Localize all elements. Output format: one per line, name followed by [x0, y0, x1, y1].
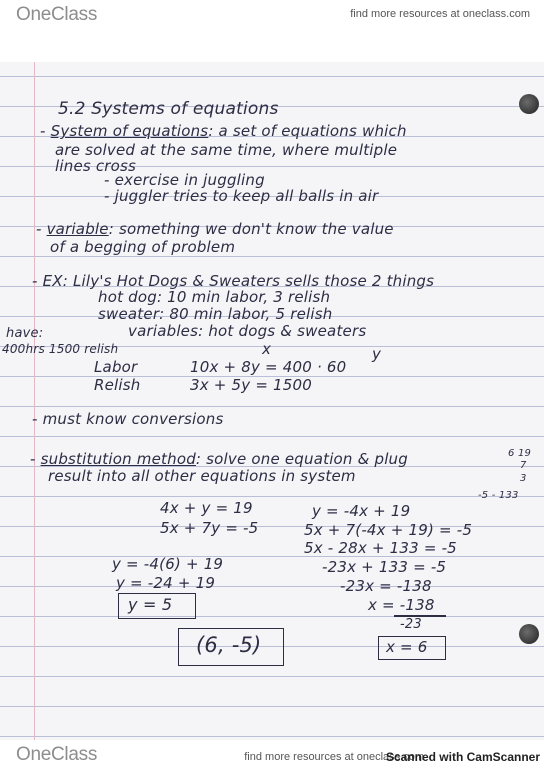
- top-banner: [0, 0, 544, 30]
- oneclass-logo-bottom[interactable]: [16, 744, 97, 766]
- step-6: x = -138: [368, 596, 435, 614]
- step-2: 5x + 7(-4x + 19) = -5: [304, 521, 473, 539]
- rule-line: [0, 586, 544, 587]
- system-eq-1: 4x + y = 19: [160, 499, 253, 517]
- rule-line: [0, 256, 544, 257]
- variables-line: variables: hot dogs & sweaters: [128, 322, 367, 340]
- variable-line-1: - variable: something we don't know the value: [36, 220, 394, 238]
- bottom-banner: [0, 742, 544, 770]
- side-note-4: -5 - 133: [478, 490, 519, 501]
- margin-line: [34, 62, 35, 740]
- rule-line: [0, 496, 544, 497]
- definition-term: System of equations: [50, 122, 209, 140]
- substitution-text: : solve one equation & plug: [195, 450, 408, 468]
- binder-hole: [519, 94, 539, 114]
- side-note-1: 6 19: [508, 448, 532, 459]
- example-bullet-1: - exercise in juggling: [104, 171, 265, 189]
- var-y-label: y: [372, 345, 382, 363]
- rule-line: [0, 76, 544, 77]
- rule-line: [0, 436, 544, 437]
- substitution-line-2: result into all other equations in system: [48, 467, 356, 485]
- variable-line-2: of a begging of problem: [50, 238, 236, 256]
- oneclass-logo[interactable]: [16, 4, 97, 26]
- variable-text: : something we don't know the value: [108, 220, 394, 238]
- substitution-term: substitution method: [40, 450, 196, 468]
- relish-equation: 3x + 5y = 1500: [190, 376, 313, 394]
- step-1: y = -4x + 19: [312, 502, 411, 520]
- step-3: 5x - 28x + 133 = -5: [304, 539, 457, 557]
- rule-line: [0, 706, 544, 707]
- step-6-denominator: -23: [400, 617, 422, 632]
- back-sub-2: y = -24 + 19: [116, 574, 216, 592]
- have-label: have:: [6, 326, 44, 341]
- x-answer: x = 6: [386, 638, 428, 656]
- step-4: -23x + 133 = -5: [322, 558, 447, 576]
- example-text: EX: Lily's Hot Dogs & Sweaters sells those 2 things: [42, 272, 435, 290]
- definition-line-1: - System of equations: a set of equations which: [40, 122, 407, 140]
- side-note-2: 7: [520, 460, 527, 471]
- var-x-label: x: [262, 340, 272, 358]
- definition-line-2: are solved at the same time, where multiple: [55, 141, 398, 159]
- relish-label: Relish: [94, 376, 141, 394]
- binder-hole: [519, 624, 539, 644]
- rule-line: [0, 676, 544, 677]
- rule-line: [0, 736, 544, 737]
- substitution-line-1: - substitution method: solve one equation & plug: [30, 450, 408, 468]
- back-sub-1: y = -4(6) + 19: [112, 555, 224, 573]
- y-answer: y = 5: [128, 595, 173, 614]
- rule-line: [0, 556, 544, 557]
- bottom-tagline[interactable]: find more resources at oneclass.com: [244, 751, 424, 763]
- example-line: - EX: Lily's Hot Dogs & Sweaters sells those 2 things: [32, 272, 435, 290]
- hotdog-line: hot dog: 10 min labor, 3 relish: [98, 288, 331, 306]
- have-values: 400hrs 1500 relish: [2, 342, 119, 356]
- variable-term: variable: [46, 220, 109, 238]
- step-5: -23x = -138: [340, 577, 432, 595]
- camscanner-watermark: Scanned with CamScanner: [385, 750, 540, 764]
- top-tagline[interactable]: find more resources at oneclass.com: [350, 8, 530, 20]
- solution: (6, -5): [196, 633, 262, 657]
- definition-text: : a set of equations which: [208, 122, 407, 140]
- note-title: 5.2 Systems of equations: [58, 99, 279, 119]
- rule-line: [0, 616, 544, 617]
- labor-equation: 10x + 8y = 400 · 60: [190, 358, 347, 376]
- sweater-line: sweater: 80 min labor, 5 relish: [98, 305, 333, 323]
- definition-line-3: lines cross: [55, 157, 137, 175]
- logo-text: OneClass: [16, 4, 98, 25]
- system-eq-2: 5x + 7y = -5: [160, 519, 259, 537]
- conversions-line: - must know conversions: [32, 410, 224, 428]
- rule-line: [0, 406, 544, 407]
- labor-label: Labor: [94, 358, 138, 376]
- side-note-3: 3: [520, 473, 527, 484]
- example-bullet-2: - juggler tries to keep all balls in air: [104, 187, 379, 205]
- notebook-page: [0, 62, 544, 740]
- logo-text-bottom: OneClass: [16, 744, 98, 765]
